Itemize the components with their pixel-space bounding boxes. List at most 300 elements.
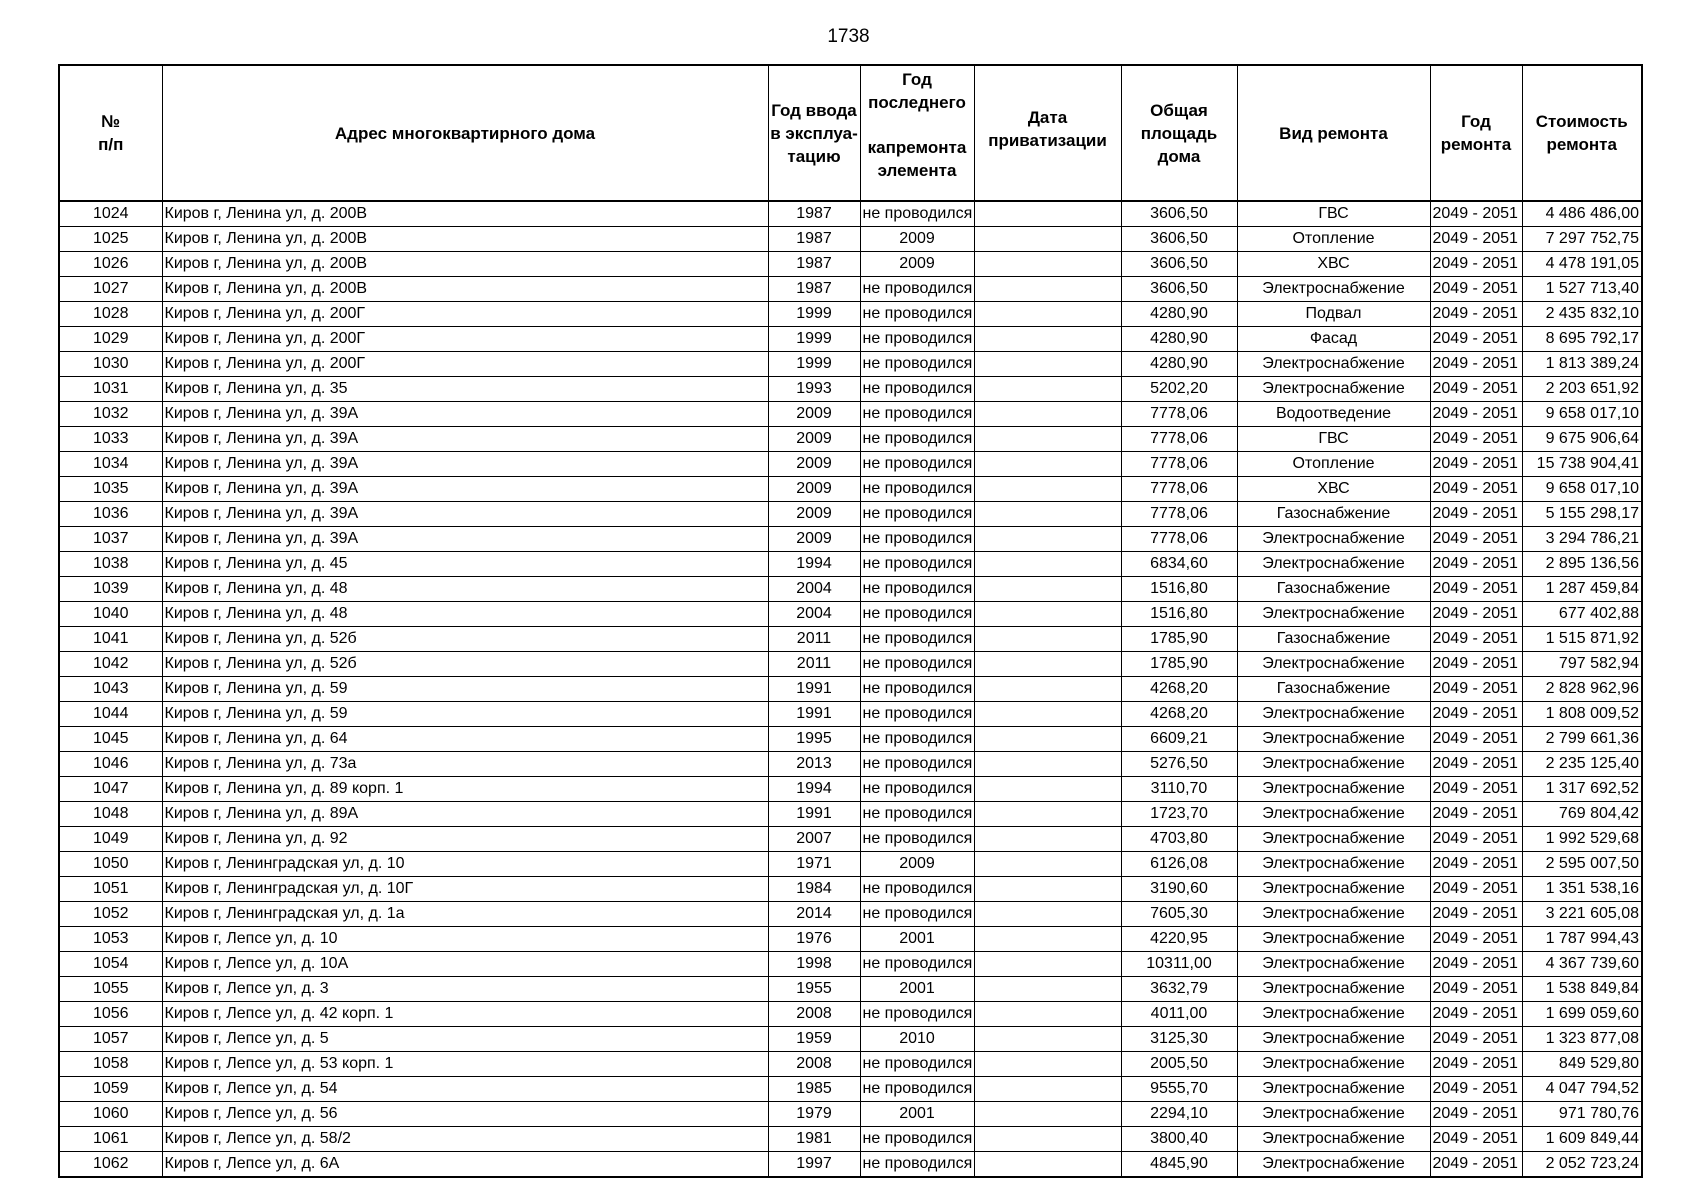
row-number: 1058 — [59, 1052, 162, 1077]
table-row — [59, 827, 1642, 852]
row-address: Киров г, Лепсе ул, д. 53 корп. 1 — [162, 1052, 768, 1077]
row-last-repair: не проводился — [860, 827, 974, 852]
row-cost: 1 538 849,84 — [1522, 977, 1642, 1002]
row-last-repair: не проводился — [860, 577, 974, 602]
row-address: Киров г, Ленина ул, д. 39А — [162, 502, 768, 527]
row-address: Киров г, Ленина ул, д. 39А — [162, 527, 768, 552]
row-area: 10311,00 — [1121, 952, 1237, 977]
row-address: Киров г, Ленина ул, д. 89 корп. 1 — [162, 777, 768, 802]
row-year-commission: 1979 — [768, 1102, 860, 1127]
row-repair-type: Электроснабжение — [1237, 977, 1430, 1002]
row-cost: 7 297 752,75 — [1522, 227, 1642, 252]
row-area: 6609,21 — [1121, 727, 1237, 752]
row-repair-year: 2049 - 2051 — [1430, 977, 1522, 1002]
row-year-commission: 2014 — [768, 902, 860, 927]
row-number: 1034 — [59, 452, 162, 477]
row-cost: 1 787 994,43 — [1522, 927, 1642, 952]
row-repair-year: 2049 - 2051 — [1430, 577, 1522, 602]
row-address: Киров г, Лепсе ул, д. 6А — [162, 1152, 768, 1178]
header-address: Адрес многоквартирного дома — [162, 65, 768, 201]
row-area: 1785,90 — [1121, 627, 1237, 652]
row-number: 1051 — [59, 877, 162, 902]
row-address: Киров г, Лепсе ул, д. 56 — [162, 1102, 768, 1127]
row-address: Киров г, Ленина ул, д. 48 — [162, 602, 768, 627]
row-privatization — [974, 227, 1121, 252]
table-row — [59, 502, 1642, 527]
table-row — [59, 552, 1642, 577]
row-area: 1723,70 — [1121, 802, 1237, 827]
row-repair-type: Подвал — [1237, 302, 1430, 327]
row-repair-type: Электроснабжение — [1237, 652, 1430, 677]
row-last-repair: не проводился — [860, 1152, 974, 1178]
row-address: Киров г, Лепсе ул, д. 42 корп. 1 — [162, 1002, 768, 1027]
row-cost: 9 658 017,10 — [1522, 402, 1642, 427]
row-year-commission: 1981 — [768, 1127, 860, 1152]
row-privatization — [974, 477, 1121, 502]
row-number: 1062 — [59, 1152, 162, 1178]
row-privatization — [974, 527, 1121, 552]
row-repair-year: 2049 - 2051 — [1430, 402, 1522, 427]
row-repair-type: ХВС — [1237, 477, 1430, 502]
row-repair-year: 2049 - 2051 — [1430, 877, 1522, 902]
row-address: Киров г, Ленина ул, д. 45 — [162, 552, 768, 577]
row-year-commission: 2009 — [768, 502, 860, 527]
row-privatization — [974, 452, 1121, 477]
row-number: 1044 — [59, 702, 162, 727]
table-row — [59, 1027, 1642, 1052]
row-last-repair: не проводился — [860, 1002, 974, 1027]
header-number-line1: № — [101, 112, 121, 131]
header-number — [59, 65, 162, 201]
row-last-repair: не проводился — [860, 377, 974, 402]
row-privatization — [974, 752, 1121, 777]
row-privatization — [974, 952, 1121, 977]
row-year-commission: 2009 — [768, 452, 860, 477]
row-year-commission: 1971 — [768, 852, 860, 877]
row-area: 7778,06 — [1121, 502, 1237, 527]
row-repair-year: 2049 - 2051 — [1430, 277, 1522, 302]
row-year-commission: 1987 — [768, 227, 860, 252]
row-repair-year: 2049 - 2051 — [1430, 1102, 1522, 1127]
row-number: 1053 — [59, 927, 162, 952]
row-address: Киров г, Лепсе ул, д. 58/2 — [162, 1127, 768, 1152]
row-area: 4268,20 — [1121, 702, 1237, 727]
row-privatization — [974, 777, 1121, 802]
row-area: 4703,80 — [1121, 827, 1237, 852]
row-repair-year: 2049 - 2051 — [1430, 827, 1522, 852]
table-row — [59, 1002, 1642, 1027]
row-number: 1024 — [59, 201, 162, 227]
row-address: Киров г, Ленина ул, д. 52б — [162, 652, 768, 677]
table-row — [59, 802, 1642, 827]
row-last-repair: не проводился — [860, 477, 974, 502]
row-year-commission: 2009 — [768, 427, 860, 452]
row-cost: 8 695 792,17 — [1522, 327, 1642, 352]
row-cost: 2 435 832,10 — [1522, 302, 1642, 327]
row-privatization — [974, 377, 1121, 402]
row-area: 1785,90 — [1121, 652, 1237, 677]
row-cost: 1 323 877,08 — [1522, 1027, 1642, 1052]
row-address: Киров г, Лепсе ул, д. 10А — [162, 952, 768, 977]
row-privatization — [974, 1052, 1121, 1077]
row-year-commission: 1991 — [768, 677, 860, 702]
table-row — [59, 352, 1642, 377]
row-cost: 1 808 009,52 — [1522, 702, 1642, 727]
row-last-repair: 2001 — [860, 1102, 974, 1127]
row-area: 4280,90 — [1121, 302, 1237, 327]
row-repair-year: 2049 - 2051 — [1430, 302, 1522, 327]
row-area: 7778,06 — [1121, 402, 1237, 427]
row-cost: 5 155 298,17 — [1522, 502, 1642, 527]
row-address: Киров г, Ленина ул, д. 92 — [162, 827, 768, 852]
row-number: 1061 — [59, 1127, 162, 1152]
row-privatization — [974, 577, 1121, 602]
row-repair-type: Электроснабжение — [1237, 802, 1430, 827]
row-repair-year: 2049 - 2051 — [1430, 802, 1522, 827]
row-year-commission: 2013 — [768, 752, 860, 777]
row-last-repair: не проводился — [860, 752, 974, 777]
row-address: Киров г, Ленина ул, д. 200В — [162, 201, 768, 227]
row-last-repair: не проводился — [860, 727, 974, 752]
row-number: 1030 — [59, 352, 162, 377]
row-last-repair: не проводился — [860, 327, 974, 352]
row-cost: 1 515 871,92 — [1522, 627, 1642, 652]
row-repair-year: 2049 - 2051 — [1430, 1027, 1522, 1052]
row-year-commission: 1959 — [768, 1027, 860, 1052]
row-area: 3632,79 — [1121, 977, 1237, 1002]
row-area: 3125,30 — [1121, 1027, 1237, 1052]
row-privatization — [974, 677, 1121, 702]
table-row — [59, 752, 1642, 777]
row-number: 1037 — [59, 527, 162, 552]
row-privatization — [974, 552, 1121, 577]
row-repair-type: ГВС — [1237, 427, 1430, 452]
row-privatization — [974, 277, 1121, 302]
row-privatization — [974, 1127, 1121, 1152]
row-number: 1033 — [59, 427, 162, 452]
row-repair-year: 2049 - 2051 — [1430, 502, 1522, 527]
row-area: 2005,50 — [1121, 1052, 1237, 1077]
row-last-repair: не проводился — [860, 802, 974, 827]
row-repair-year: 2049 - 2051 — [1430, 652, 1522, 677]
row-number: 1039 — [59, 577, 162, 602]
row-repair-year: 2049 - 2051 — [1430, 702, 1522, 727]
row-address: Киров г, Ленина ул, д. 200Г — [162, 352, 768, 377]
row-area: 5276,50 — [1121, 752, 1237, 777]
row-address: Киров г, Лепсе ул, д. 3 — [162, 977, 768, 1002]
row-year-commission: 1991 — [768, 802, 860, 827]
row-number: 1042 — [59, 652, 162, 677]
row-number: 1046 — [59, 752, 162, 777]
row-area: 4280,90 — [1121, 352, 1237, 377]
row-year-commission: 1991 — [768, 702, 860, 727]
row-privatization — [974, 877, 1121, 902]
row-privatization — [974, 902, 1121, 927]
row-last-repair: не проводился — [860, 402, 974, 427]
row-repair-type: Электроснабжение — [1237, 552, 1430, 577]
table-row — [59, 902, 1642, 927]
row-repair-year: 2049 - 2051 — [1430, 1127, 1522, 1152]
row-number: 1036 — [59, 502, 162, 527]
row-privatization — [974, 927, 1121, 952]
row-cost: 797 582,94 — [1522, 652, 1642, 677]
row-privatization — [974, 602, 1121, 627]
table-row — [59, 627, 1642, 652]
row-year-commission: 2011 — [768, 652, 860, 677]
row-repair-type: Электроснабжение — [1237, 852, 1430, 877]
row-last-repair: не проводился — [860, 602, 974, 627]
row-repair-type: Газоснабжение — [1237, 577, 1430, 602]
row-cost: 677 402,88 — [1522, 602, 1642, 627]
row-year-commission: 1995 — [768, 727, 860, 752]
row-area: 3110,70 — [1121, 777, 1237, 802]
row-cost: 4 478 191,05 — [1522, 252, 1642, 277]
row-area: 3606,50 — [1121, 227, 1237, 252]
row-privatization — [974, 802, 1121, 827]
row-last-repair: 2010 — [860, 1027, 974, 1052]
header-cost: Стоимость ремонта — [1522, 65, 1642, 201]
row-number: 1057 — [59, 1027, 162, 1052]
row-repair-type: Электроснабжение — [1237, 952, 1430, 977]
row-year-commission: 2008 — [768, 1052, 860, 1077]
row-area: 7778,06 — [1121, 477, 1237, 502]
row-year-commission: 1976 — [768, 927, 860, 952]
row-repair-type: ХВС — [1237, 252, 1430, 277]
row-cost: 769 804,42 — [1522, 802, 1642, 827]
table-row — [59, 327, 1642, 352]
row-year-commission: 1999 — [768, 327, 860, 352]
row-cost: 1 351 538,16 — [1522, 877, 1642, 902]
table-row — [59, 227, 1642, 252]
row-number: 1028 — [59, 302, 162, 327]
row-number: 1055 — [59, 977, 162, 1002]
table-row — [59, 877, 1642, 902]
row-area: 4220,95 — [1121, 927, 1237, 952]
row-privatization — [974, 302, 1121, 327]
row-address: Киров г, Ленина ул, д. 200Г — [162, 302, 768, 327]
table-row — [59, 602, 1642, 627]
row-number: 1049 — [59, 827, 162, 852]
row-repair-type: ГВС — [1237, 201, 1430, 227]
row-year-commission: 2009 — [768, 402, 860, 427]
row-cost: 4 047 794,52 — [1522, 1077, 1642, 1102]
row-last-repair: 2001 — [860, 977, 974, 1002]
row-privatization — [974, 201, 1121, 227]
row-area: 6126,08 — [1121, 852, 1237, 877]
row-repair-type: Электроснабжение — [1237, 377, 1430, 402]
row-cost: 3 221 605,08 — [1522, 902, 1642, 927]
row-address: Киров г, Ленинградская ул, д. 10 — [162, 852, 768, 877]
header-last-repair — [860, 65, 974, 201]
row-privatization — [974, 702, 1121, 727]
row-area: 3606,50 — [1121, 201, 1237, 227]
row-area: 5202,20 — [1121, 377, 1237, 402]
row-last-repair: не проводился — [860, 1052, 974, 1077]
row-address: Киров г, Ленина ул, д. 59 — [162, 677, 768, 702]
row-address: Киров г, Ленина ул, д. 73а — [162, 752, 768, 777]
row-repair-type: Электроснабжение — [1237, 752, 1430, 777]
row-privatization — [974, 727, 1121, 752]
row-last-repair: не проводился — [860, 352, 974, 377]
table-row — [59, 727, 1642, 752]
table-row — [59, 1127, 1642, 1152]
row-address: Киров г, Ленина ул, д. 200В — [162, 252, 768, 277]
row-last-repair: не проводился — [860, 502, 974, 527]
table-row — [59, 201, 1642, 227]
row-area: 1516,80 — [1121, 602, 1237, 627]
row-address: Киров г, Ленина ул, д. 200Г — [162, 327, 768, 352]
row-repair-year: 2049 - 2051 — [1430, 727, 1522, 752]
row-area: 3800,40 — [1121, 1127, 1237, 1152]
row-last-repair: 2009 — [860, 227, 974, 252]
row-last-repair: не проводился — [860, 452, 974, 477]
row-cost: 2 203 651,92 — [1522, 377, 1642, 402]
row-cost: 4 486 486,00 — [1522, 201, 1642, 227]
row-cost: 849 529,80 — [1522, 1052, 1642, 1077]
row-cost: 1 992 529,68 — [1522, 827, 1642, 852]
row-repair-type: Электроснабжение — [1237, 902, 1430, 927]
row-address: Киров г, Ленинградская ул, д. 1а — [162, 902, 768, 927]
table-row — [59, 477, 1642, 502]
table-row — [59, 277, 1642, 302]
header-area: Общая площадь дома — [1121, 65, 1237, 201]
row-repair-type: Электроснабжение — [1237, 1052, 1430, 1077]
row-address: Киров г, Ленина ул, д. 48 — [162, 577, 768, 602]
row-cost: 2 235 125,40 — [1522, 752, 1642, 777]
header-repair-year: Год ремонта — [1430, 65, 1522, 201]
row-number: 1029 — [59, 327, 162, 352]
row-number: 1048 — [59, 802, 162, 827]
row-area: 7778,06 — [1121, 452, 1237, 477]
row-repair-year: 2049 - 2051 — [1430, 852, 1522, 877]
row-number: 1032 — [59, 402, 162, 427]
row-repair-type: Электроснабжение — [1237, 352, 1430, 377]
row-repair-type: Электроснабжение — [1237, 527, 1430, 552]
row-repair-type: Электроснабжение — [1237, 877, 1430, 902]
row-year-commission: 1985 — [768, 1077, 860, 1102]
page-number: 1738 — [827, 26, 870, 47]
row-last-repair: не проводился — [860, 302, 974, 327]
row-cost: 1 317 692,52 — [1522, 777, 1642, 802]
row-repair-type: Электроснабжение — [1237, 1027, 1430, 1052]
row-number: 1043 — [59, 677, 162, 702]
row-repair-type: Газоснабжение — [1237, 502, 1430, 527]
row-privatization — [974, 327, 1121, 352]
row-privatization — [974, 252, 1121, 277]
row-repair-year: 2049 - 2051 — [1430, 477, 1522, 502]
row-privatization — [974, 402, 1121, 427]
row-repair-year: 2049 - 2051 — [1430, 227, 1522, 252]
row-repair-type: Газоснабжение — [1237, 677, 1430, 702]
row-last-repair: не проводился — [860, 427, 974, 452]
row-area: 6834,60 — [1121, 552, 1237, 577]
row-repair-type: Электроснабжение — [1237, 927, 1430, 952]
row-last-repair: не проводился — [860, 877, 974, 902]
table-row — [59, 1152, 1642, 1178]
repair-register-table — [58, 64, 1643, 1178]
header-year-commission: Год ввода в эксплуа-тацию — [768, 65, 860, 201]
row-privatization — [974, 1152, 1121, 1178]
row-privatization — [974, 502, 1121, 527]
row-privatization — [974, 1077, 1121, 1102]
row-repair-year: 2049 - 2051 — [1430, 252, 1522, 277]
row-area: 3190,60 — [1121, 877, 1237, 902]
row-cost: 2 595 007,50 — [1522, 852, 1642, 877]
row-address: Киров г, Ленинградская ул, д. 10Г — [162, 877, 768, 902]
row-address: Киров г, Ленина ул, д. 52б — [162, 627, 768, 652]
row-area: 4280,90 — [1121, 327, 1237, 352]
row-privatization — [974, 627, 1121, 652]
table-row — [59, 927, 1642, 952]
row-privatization — [974, 852, 1121, 877]
row-last-repair: не проводился — [860, 277, 974, 302]
row-repair-year: 2049 - 2051 — [1430, 527, 1522, 552]
table-row — [59, 652, 1642, 677]
row-cost: 4 367 739,60 — [1522, 952, 1642, 977]
header-privatization: Дата приватизации — [974, 65, 1121, 201]
row-repair-year: 2049 - 2051 — [1430, 752, 1522, 777]
row-address: Киров г, Ленина ул, д. 35 — [162, 377, 768, 402]
table-row — [59, 702, 1642, 727]
row-repair-year: 2049 - 2051 — [1430, 1152, 1522, 1178]
row-last-repair: не проводился — [860, 702, 974, 727]
row-last-repair: 2001 — [860, 927, 974, 952]
table-row — [59, 452, 1642, 477]
row-year-commission: 1993 — [768, 377, 860, 402]
row-repair-type: Электроснабжение — [1237, 727, 1430, 752]
row-repair-year: 2049 - 2051 — [1430, 777, 1522, 802]
row-repair-type: Электроснабжение — [1237, 1127, 1430, 1152]
row-address: Киров г, Ленина ул, д. 200В — [162, 277, 768, 302]
row-year-commission: 1987 — [768, 277, 860, 302]
row-number: 1047 — [59, 777, 162, 802]
row-repair-year: 2049 - 2051 — [1430, 677, 1522, 702]
row-year-commission: 1999 — [768, 352, 860, 377]
row-cost: 1 609 849,44 — [1522, 1127, 1642, 1152]
row-last-repair: не проводился — [860, 902, 974, 927]
row-repair-type: Электроснабжение — [1237, 777, 1430, 802]
row-number: 1060 — [59, 1102, 162, 1127]
table-row — [59, 377, 1642, 402]
row-year-commission: 1998 — [768, 952, 860, 977]
row-number: 1041 — [59, 627, 162, 652]
row-last-repair: не проводился — [860, 777, 974, 802]
table-header-row — [59, 65, 1642, 201]
row-last-repair: не проводился — [860, 677, 974, 702]
table-body — [59, 201, 1642, 1177]
table-row — [59, 1052, 1642, 1077]
row-year-commission: 1994 — [768, 552, 860, 577]
row-area: 7778,06 — [1121, 427, 1237, 452]
row-number: 1035 — [59, 477, 162, 502]
row-last-repair: не проводился — [860, 552, 974, 577]
row-number: 1026 — [59, 252, 162, 277]
table-row — [59, 977, 1642, 1002]
row-repair-type: Электроснабжение — [1237, 827, 1430, 852]
row-year-commission: 1999 — [768, 302, 860, 327]
table-row — [59, 677, 1642, 702]
table-row — [59, 252, 1642, 277]
table-row — [59, 1102, 1642, 1127]
row-address: Киров г, Ленина ул, д. 39А — [162, 402, 768, 427]
row-repair-type: Электроснабжение — [1237, 1152, 1430, 1178]
row-repair-type: Электроснабжение — [1237, 602, 1430, 627]
row-last-repair: 2009 — [860, 252, 974, 277]
row-repair-year: 2049 - 2051 — [1430, 952, 1522, 977]
row-privatization — [974, 1027, 1121, 1052]
row-number: 1031 — [59, 377, 162, 402]
row-repair-year: 2049 - 2051 — [1430, 1052, 1522, 1077]
